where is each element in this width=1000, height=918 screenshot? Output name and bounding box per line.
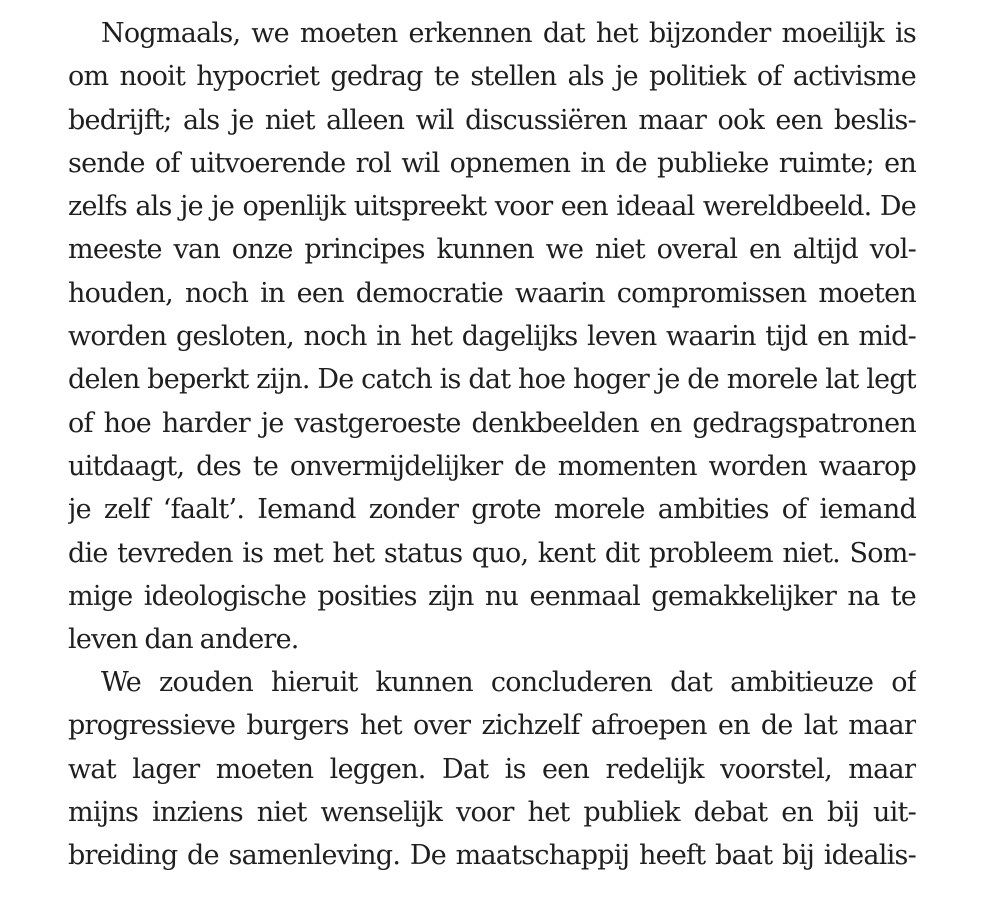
- text-line: die tevreden is met het status quo, kent dit probleem niet. Som-: [68, 537, 916, 569]
- text-line: je zelf ‘faalt’. Iemand zonder grote morele ambities of iemand: [68, 494, 916, 526]
- book-page: [68, 0, 916, 918]
- paragraph-1: [68, 12, 916, 661]
- text-line: progressieve burgers het over zichzelf afroepen en de lat maar: [68, 710, 916, 742]
- text-line: mijns inziens niet wenselijk voor het publiek debat en bij uit-: [68, 796, 916, 828]
- text-line: bedrijft; als je niet alleen wil discussiëren maar ook een beslis-: [68, 104, 916, 136]
- text-line: sende of uitvoerende rol wil opnemen in de publieke ruimte; en: [68, 147, 916, 179]
- text-line: meeste van onze principes kunnen we niet overal en altijd vol-: [68, 234, 916, 266]
- text-line: leven dan andere.: [68, 624, 299, 656]
- text-line: houden, noch in een democratie waarin compromissen moeten: [68, 277, 916, 309]
- text-line: om nooit hypocriet gedrag te stellen als je politiek of activisme: [68, 61, 916, 93]
- text-line: Nogmaals, we moeten erkennen dat het bijzonder moeilijk is: [101, 18, 916, 49]
- paragraph-2: [68, 661, 916, 877]
- text-line: zelfs als je je openlijk uitspreekt voor een ideaal wereldbeeld. De: [68, 191, 916, 223]
- cropped-previous-line: [100, 0, 520, 6]
- text-line: We zouden hieruit kunnen concluderen dat ambitieuze of: [101, 667, 916, 698]
- text-line: uitdaagt, des te onvermijdelijker de momenten worden waarop: [68, 450, 916, 482]
- text-line: wat lager moeten leggen. Dat is een redelijk voorstel, maar: [68, 753, 916, 785]
- text-line: mige ideologische posities zijn nu eenmaal gemakkelijker na te: [68, 580, 916, 612]
- text-line: worden gesloten, noch in het dagelijks leven waarin tijd en mid-: [68, 321, 916, 353]
- text-line: delen beperkt zijn. De catch is dat hoe hoger je de morele lat legt: [68, 364, 916, 396]
- text-line: breiding de samenleving. De maatschappij heeft baat bij idealis-: [68, 840, 916, 872]
- text-line: of hoe harder je vastgeroeste denkbeelden en gedragspatronen: [68, 407, 916, 439]
